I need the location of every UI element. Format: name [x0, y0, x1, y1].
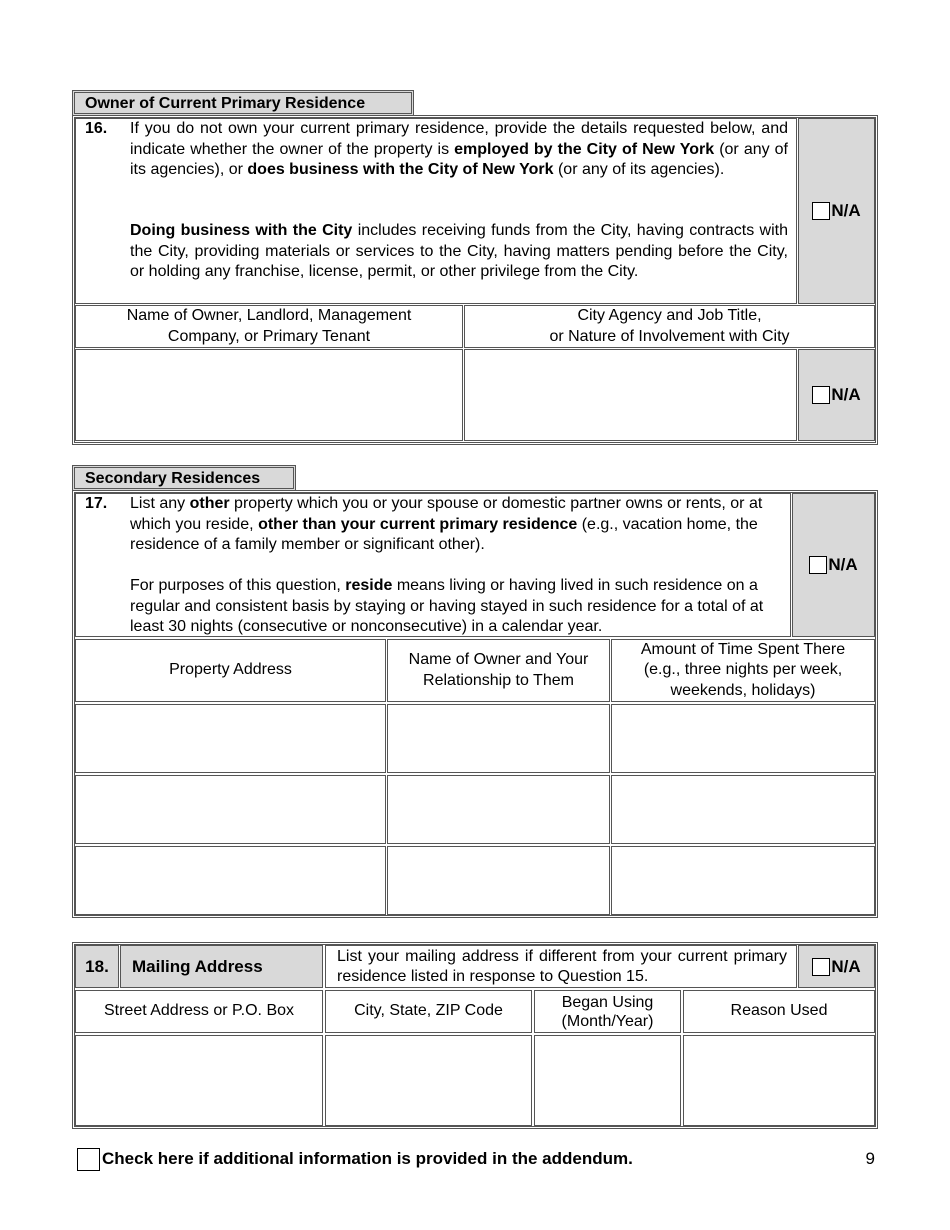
reason-used-input[interactable]	[683, 1035, 875, 1126]
column-header-reason-used: Reason Used	[683, 990, 875, 1033]
question-18-na[interactable]: N/A	[798, 945, 875, 988]
section-header-owner-residence: Owner of Current Primary Residence	[72, 90, 414, 116]
property-address-input-row-2[interactable]	[75, 775, 386, 844]
owner-relationship-input-row-1[interactable]	[387, 704, 610, 773]
question-number: 16.	[85, 120, 108, 137]
street-address-input[interactable]	[75, 1035, 323, 1126]
column-header-street-address: Street Address or P.O. Box	[75, 990, 323, 1033]
question-17-text-cell	[75, 493, 791, 637]
question-number: 18.	[75, 945, 119, 988]
question-17-paragraph-2: For purposes of this question, reside means living or having lived in such residence on a regular and consistent basis by staying or having stayed in such residence for a total of at least 30 nights (consecutive or nonconsecutive) in a calendar year.	[130, 577, 764, 635]
began-using-input[interactable]	[534, 1035, 681, 1126]
na-checkbox[interactable]	[812, 386, 830, 404]
city-agency-input[interactable]	[464, 349, 797, 441]
owner-name-input[interactable]	[75, 349, 463, 441]
owner-relationship-input-row-3[interactable]	[387, 846, 610, 915]
city-state-zip-input[interactable]	[325, 1035, 532, 1126]
question-16-text-cell	[75, 118, 797, 304]
time-spent-input-row-2[interactable]	[611, 775, 875, 844]
question-16-paragraph-2: Doing business with the City includes receiving funds from the City, having contracts with the City, providing materials or services to the City, having matters pending before the City, or holding any franchise, license, permit, or other privilege from the City.	[130, 222, 789, 280]
column-header-owner-relationship: Name of Owner and Your Relationship to Them	[387, 639, 610, 702]
question-16-paragraph-1: If you do not own your current primary residence, provide the details requested below, and indicate whether the owner of the property is employed by the City of New York (or any of its agencies), or does business with the City of New York (or any of its agencies).	[130, 120, 789, 178]
question-18-title: Mailing Address	[120, 945, 323, 988]
question-17-na[interactable]: N/A	[792, 493, 875, 637]
owner-relationship-input-row-2[interactable]	[387, 775, 610, 844]
question-17-paragraph-1: List any other property which you or your spouse or domestic partner owns or rents, or at which you reside, other than your current primary residence (e.g., vacation home, the residence of a family member or significant other).	[130, 495, 763, 553]
column-header-city-agency: City Agency and Job Title, or Nature of Involvement with City	[464, 305, 875, 348]
time-spent-input-row-1[interactable]	[611, 704, 875, 773]
time-spent-input-row-3[interactable]	[611, 846, 875, 915]
question-number: 17.	[85, 495, 108, 512]
property-address-input-row-1[interactable]	[75, 704, 386, 773]
column-header-began-using: Began Using (Month/Year)	[534, 990, 681, 1033]
column-header-property-address: Property Address	[75, 639, 386, 702]
column-header-owner-name: Name of Owner, Landlord, Management Company, or Primary Tenant	[75, 305, 463, 348]
addendum-checkbox[interactable]	[77, 1148, 100, 1171]
question-16-na[interactable]: N/A	[798, 118, 875, 304]
property-address-input-row-3[interactable]	[75, 846, 386, 915]
column-header-city-state-zip: City, State, ZIP Code	[325, 990, 532, 1033]
na-checkbox[interactable]	[812, 202, 830, 220]
na-checkbox[interactable]	[812, 958, 830, 976]
na-checkbox[interactable]	[809, 556, 827, 574]
question-18-instruction: List your mailing address if different from your current primary residence listed in response to Question 15.	[325, 945, 797, 988]
column-header-time-spent: Amount of Time Spent There (e.g., three nights per week, weekends, holidays)	[611, 639, 875, 702]
page-number: 9	[865, 1149, 875, 1168]
section-header-secondary-residences: Secondary Residences	[72, 465, 296, 491]
question-16-row-na[interactable]: N/A	[798, 349, 875, 441]
addendum-check[interactable]: Check here if additional information is provided in the addendum.	[77, 1147, 633, 1171]
